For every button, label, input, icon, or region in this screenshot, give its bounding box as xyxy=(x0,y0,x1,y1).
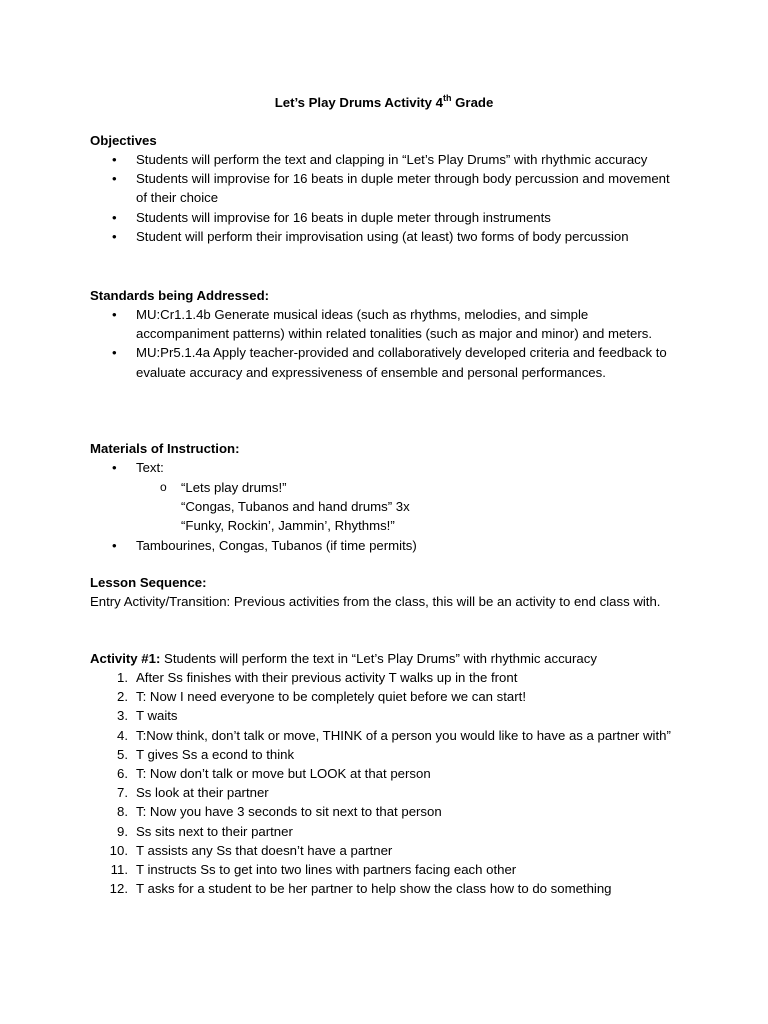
title-text: Let’s Play Drums Activity 4 xyxy=(274,95,444,110)
bullet-icon: • xyxy=(112,152,117,167)
chant-line: o “Lets play drums!” xyxy=(160,478,580,497)
step-item: 9. Ss sits next to their partner xyxy=(117,823,293,839)
activity1-heading xyxy=(90,649,690,668)
lesson-heading: Lesson Sequence: xyxy=(90,575,207,590)
bullet-icon: • xyxy=(112,345,117,361)
title-tail: Grade xyxy=(451,95,494,110)
step-item: 6. T: Now don’t talk or move but LOOK at that person xyxy=(117,766,431,782)
activity1-steps xyxy=(90,668,680,898)
step-item: 8. T: Now you have 3 seconds to sit next to that person xyxy=(117,804,442,820)
bullet-icon: • xyxy=(112,460,117,475)
objective-item: • Students will improvise for 16 beats in duple meter through body percussion and movement of their choice xyxy=(112,171,670,206)
step-item: 5. T gives Ss a econd to think xyxy=(117,746,295,762)
circle-bullet-icon: o xyxy=(160,480,167,494)
materials-heading: Materials of Instruction: xyxy=(90,441,240,456)
materials-instruments-item: • Tambourines, Congas, Tubanos (if time permits) xyxy=(90,536,670,555)
standard-item: • MU:Pr5.1.4a Apply teacher-provided and collaboratively developed criteria and feedback to evaluate accuracy and expressiveness of ensemble and personal performances. xyxy=(112,345,667,380)
standard-item: • MU:Cr1.1.4b Generate musical ideas (such as rhythms, melodies, and simple accompaniment patterns) within related tonalities (such as major and minor) and meters. xyxy=(112,307,653,342)
bullet-icon: • xyxy=(112,171,117,187)
materials-instruments-list xyxy=(90,536,670,555)
step-item: 7. Ss look at their partner xyxy=(117,785,269,801)
objective-item: • Student will perform their improvisation using (at least) two forms of body percussion xyxy=(90,227,670,246)
step-item: 10. T assists any Ss that doesn’t have a partner xyxy=(109,842,393,858)
materials-list xyxy=(90,458,670,477)
step-item: 3. T waits xyxy=(117,708,178,724)
step-item: 4. T:Now think, don’t talk or move, THINK of a person you would like to have as a partner with” xyxy=(117,727,671,743)
bullet-icon: • xyxy=(112,307,117,322)
bullet-icon: • xyxy=(112,538,117,553)
activity1-label: Activity #1: xyxy=(90,651,161,666)
step-item: 12. T asks for a student to be her partner to help show the class how to do something xyxy=(109,881,612,897)
bullet-icon: • xyxy=(112,209,117,225)
chant-line: “Funky, Rockin’, Jammin’, Rhythms!” xyxy=(181,518,395,534)
entry-activity-text: Entry Activity/Transition: Previous activities from the class, this will be an activity to end class with. xyxy=(90,594,661,609)
objective-item: • Students will perform the text and clapping in “Let’s Play Drums” with rhythmic accuracy xyxy=(90,150,670,169)
document-title xyxy=(0,93,768,112)
materials-text-sublist xyxy=(160,478,580,536)
standards-list xyxy=(90,305,670,382)
step-item: 2. T: Now I need everyone to be completely quiet before we can start! xyxy=(117,689,526,705)
title-superscript: th xyxy=(443,92,452,103)
materials-text-item: • Text: xyxy=(90,458,670,477)
chant-line: “Congas, Tubanos and hand drums” 3x xyxy=(181,499,410,515)
objectives-heading: Objectives xyxy=(90,133,157,148)
bullet-icon: • xyxy=(112,228,117,244)
standards-heading: Standards being Addressed: xyxy=(90,288,270,303)
objective-item: • Students will improvise for 16 beats in duple meter through instruments xyxy=(90,208,670,227)
step-item: 1. After Ss finishes with their previous activity T walks up in the front xyxy=(117,670,518,685)
step-item: 11. T instructs Ss to get into two lines with partners facing each other xyxy=(110,862,517,878)
objectives-list xyxy=(90,150,670,246)
activity1-description: Students will perform the text in “Let’s Play Drums” with rhythmic accuracy xyxy=(160,651,597,666)
